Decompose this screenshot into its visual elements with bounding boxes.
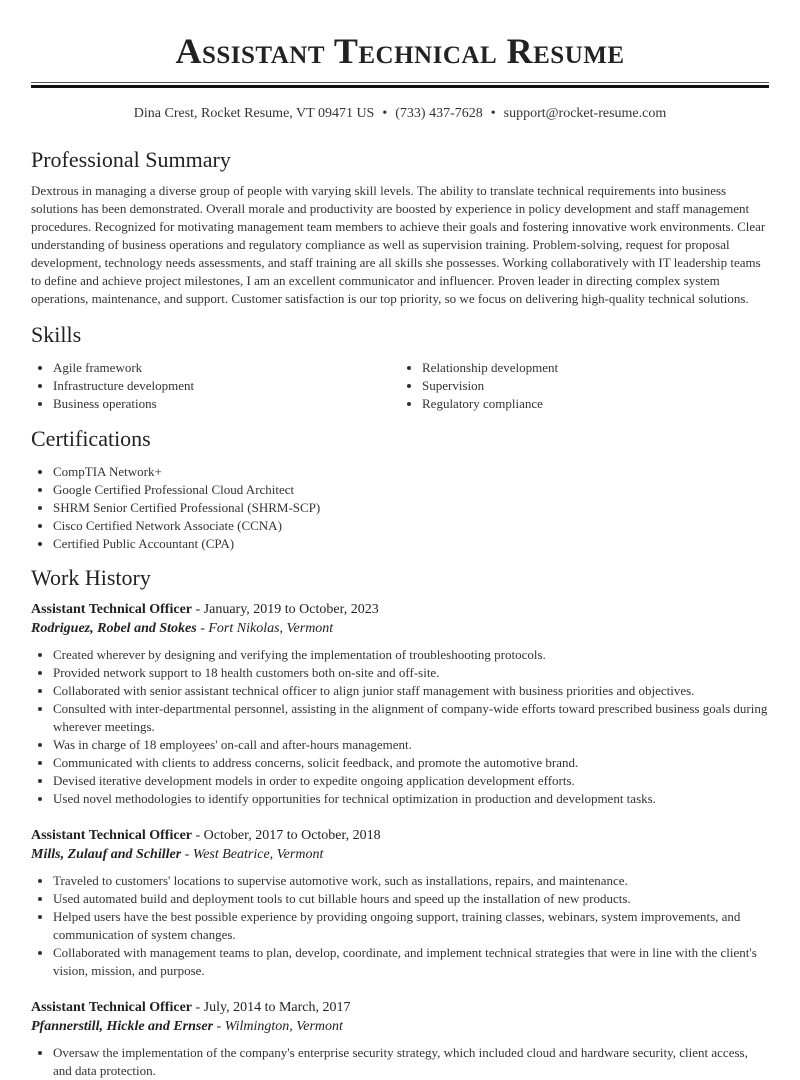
job-bullet: • Used novel methodologies to identify opportunities for technical optimization in production and development tasks. (53, 790, 769, 808)
job-title-line (31, 998, 769, 1017)
certification-item: • Certified Public Accountant (CPA) (53, 535, 769, 553)
bullet-separator: • (382, 106, 388, 121)
job-bullet: • Oversaw the implementation of the company's enterprise security strategy, which included cloud and hardware security, client access, and data protection. (53, 1044, 769, 1080)
job-bullet: • Communicated with clients to address concerns, solicit feedback, and promote the automotive brand. (53, 754, 769, 772)
skills-grid (31, 359, 769, 413)
skills-list-right (400, 359, 769, 413)
job-entry (31, 826, 769, 980)
job-bullet: • Used automated build and deployment tools to cut billable hours and speed up the installation of new products. (53, 890, 769, 908)
summary-text: Dextrous in managing a diverse group of people with varying skill levels. The ability to translate technical requirements into business solutions has been demonstrated. Overall morale and productivity are boosted by experience in policy development and staff management procedures. Recognized for motivating management team members to achieve their goals and fostering innovative work environments. Clear understanding of business operations and regulatory compliance as well as supervision training. Problem-solving, request for proposal development, technology needs assessments, and staff training are all skills she possesses. Working collaboratively with IT leadership teams to define and achieve project milestones, I am an excellent communicator and influencer. Proven leader in directing complex system operations, maintenance, and support. Customer satisfaction is our top priority, so we focus on delivering high-quality technical solutions. (31, 183, 766, 306)
skill-item: • Agile framework (53, 359, 400, 377)
job-bullet: • Created wherever by designing and verifying the implementation of troubleshooting protocols. (53, 646, 769, 664)
job-title-line (31, 600, 769, 619)
company-location: - West Beatrice, Vermont (181, 847, 324, 862)
resume-title: Assistant Technical Resume (175, 31, 625, 71)
contact-email: support@rocket-resume.com (503, 106, 667, 121)
job-dates: - July, 2014 to March, 2017 (192, 1000, 351, 1015)
section-heading: Work History (31, 565, 151, 590)
job-bullet: • Provided network support to 18 health customers both on-site and off-site. (53, 664, 769, 682)
company-line (31, 619, 769, 638)
divider-thick-line (31, 85, 769, 88)
job-dates: - January, 2019 to October, 2023 (192, 602, 379, 617)
job-bullet: • Consulted with inter-departmental personnel, assisting in the alignment of company-wide efforts toward prescribed business goals during wherever meetings. (53, 700, 769, 736)
job-title: Assistant Technical Officer (31, 602, 192, 617)
job-bullets (31, 872, 769, 980)
section-heading: Certifications (31, 426, 151, 451)
job-title-line (31, 826, 769, 845)
certification-item: • CompTIA Network+ (53, 463, 769, 481)
section-heading: Professional Summary (31, 147, 231, 172)
skill-item: • Supervision (422, 377, 769, 395)
work-history-section (31, 564, 769, 1080)
job-bullet: • Collaborated with management teams to plan, develop, coordinate, and implement technical strategies that were in line with the client's vision, mission, and purpose. (53, 944, 769, 980)
company-location: - Fort Nikolas, Vermont (196, 621, 334, 636)
company-line (31, 845, 769, 864)
professional-summary-section (31, 146, 769, 308)
skills-section (31, 321, 769, 413)
contact-phone: (733) 437-7628 (395, 106, 483, 121)
job-entry (31, 600, 769, 808)
certification-item: • SHRM Senior Certified Professional (SHRM-SCP) (53, 499, 769, 517)
company-name: Rodriguez, Robel and Stokes (31, 621, 197, 636)
job-bullet: • Collaborated with senior assistant technical officer to align junior staff management with business priorities and objectives. (53, 682, 769, 700)
bullet-separator: • (490, 106, 496, 121)
job-bullet: • Traveled to customers' locations to supervise automotive work, such as installations, repairs, and maintenance. (53, 872, 769, 890)
certification-item: • Google Certified Professional Cloud Architect (53, 481, 769, 499)
job-title: Assistant Technical Officer (31, 828, 192, 843)
skills-list-left (31, 359, 400, 413)
certifications-section (31, 425, 769, 553)
contact-address: Dina Crest, Rocket Resume, VT 09471 US (133, 106, 375, 121)
company-name: Pfannerstill, Hickle and Ernser (31, 1019, 214, 1034)
skill-item: • Infrastructure development (53, 377, 400, 395)
company-name: Mills, Zulauf and Schiller (31, 847, 182, 862)
job-entry (31, 998, 769, 1080)
skill-item: • Relationship development (422, 359, 769, 377)
job-title: Assistant Technical Officer (31, 1000, 192, 1015)
skill-item: • Regulatory compliance (422, 395, 769, 413)
company-location: - Wilmington, Vermont (213, 1019, 343, 1034)
job-bullet: • Devised iterative development models in order to expedite ongoing application development efforts. (53, 772, 769, 790)
company-line (31, 1017, 769, 1036)
divider-thin-line (31, 82, 769, 83)
title-divider (31, 82, 769, 88)
certifications-list (31, 463, 769, 553)
certification-item: • Cisco Certified Network Associate (CCNA) (53, 517, 769, 535)
job-bullet: • Was in charge of 18 employees' on-call and after-hours management. (53, 736, 769, 754)
job-dates: - October, 2017 to October, 2018 (192, 828, 381, 843)
job-bullet: • Helped users have the best possible experience by providing ongoing support, training classes, webinars, system improvements, and communication of system changes. (53, 908, 769, 944)
section-heading: Skills (31, 322, 82, 347)
contact-line (31, 105, 769, 123)
job-bullets (31, 1044, 769, 1080)
job-bullets (31, 646, 769, 808)
skill-item: • Business operations (53, 395, 400, 413)
